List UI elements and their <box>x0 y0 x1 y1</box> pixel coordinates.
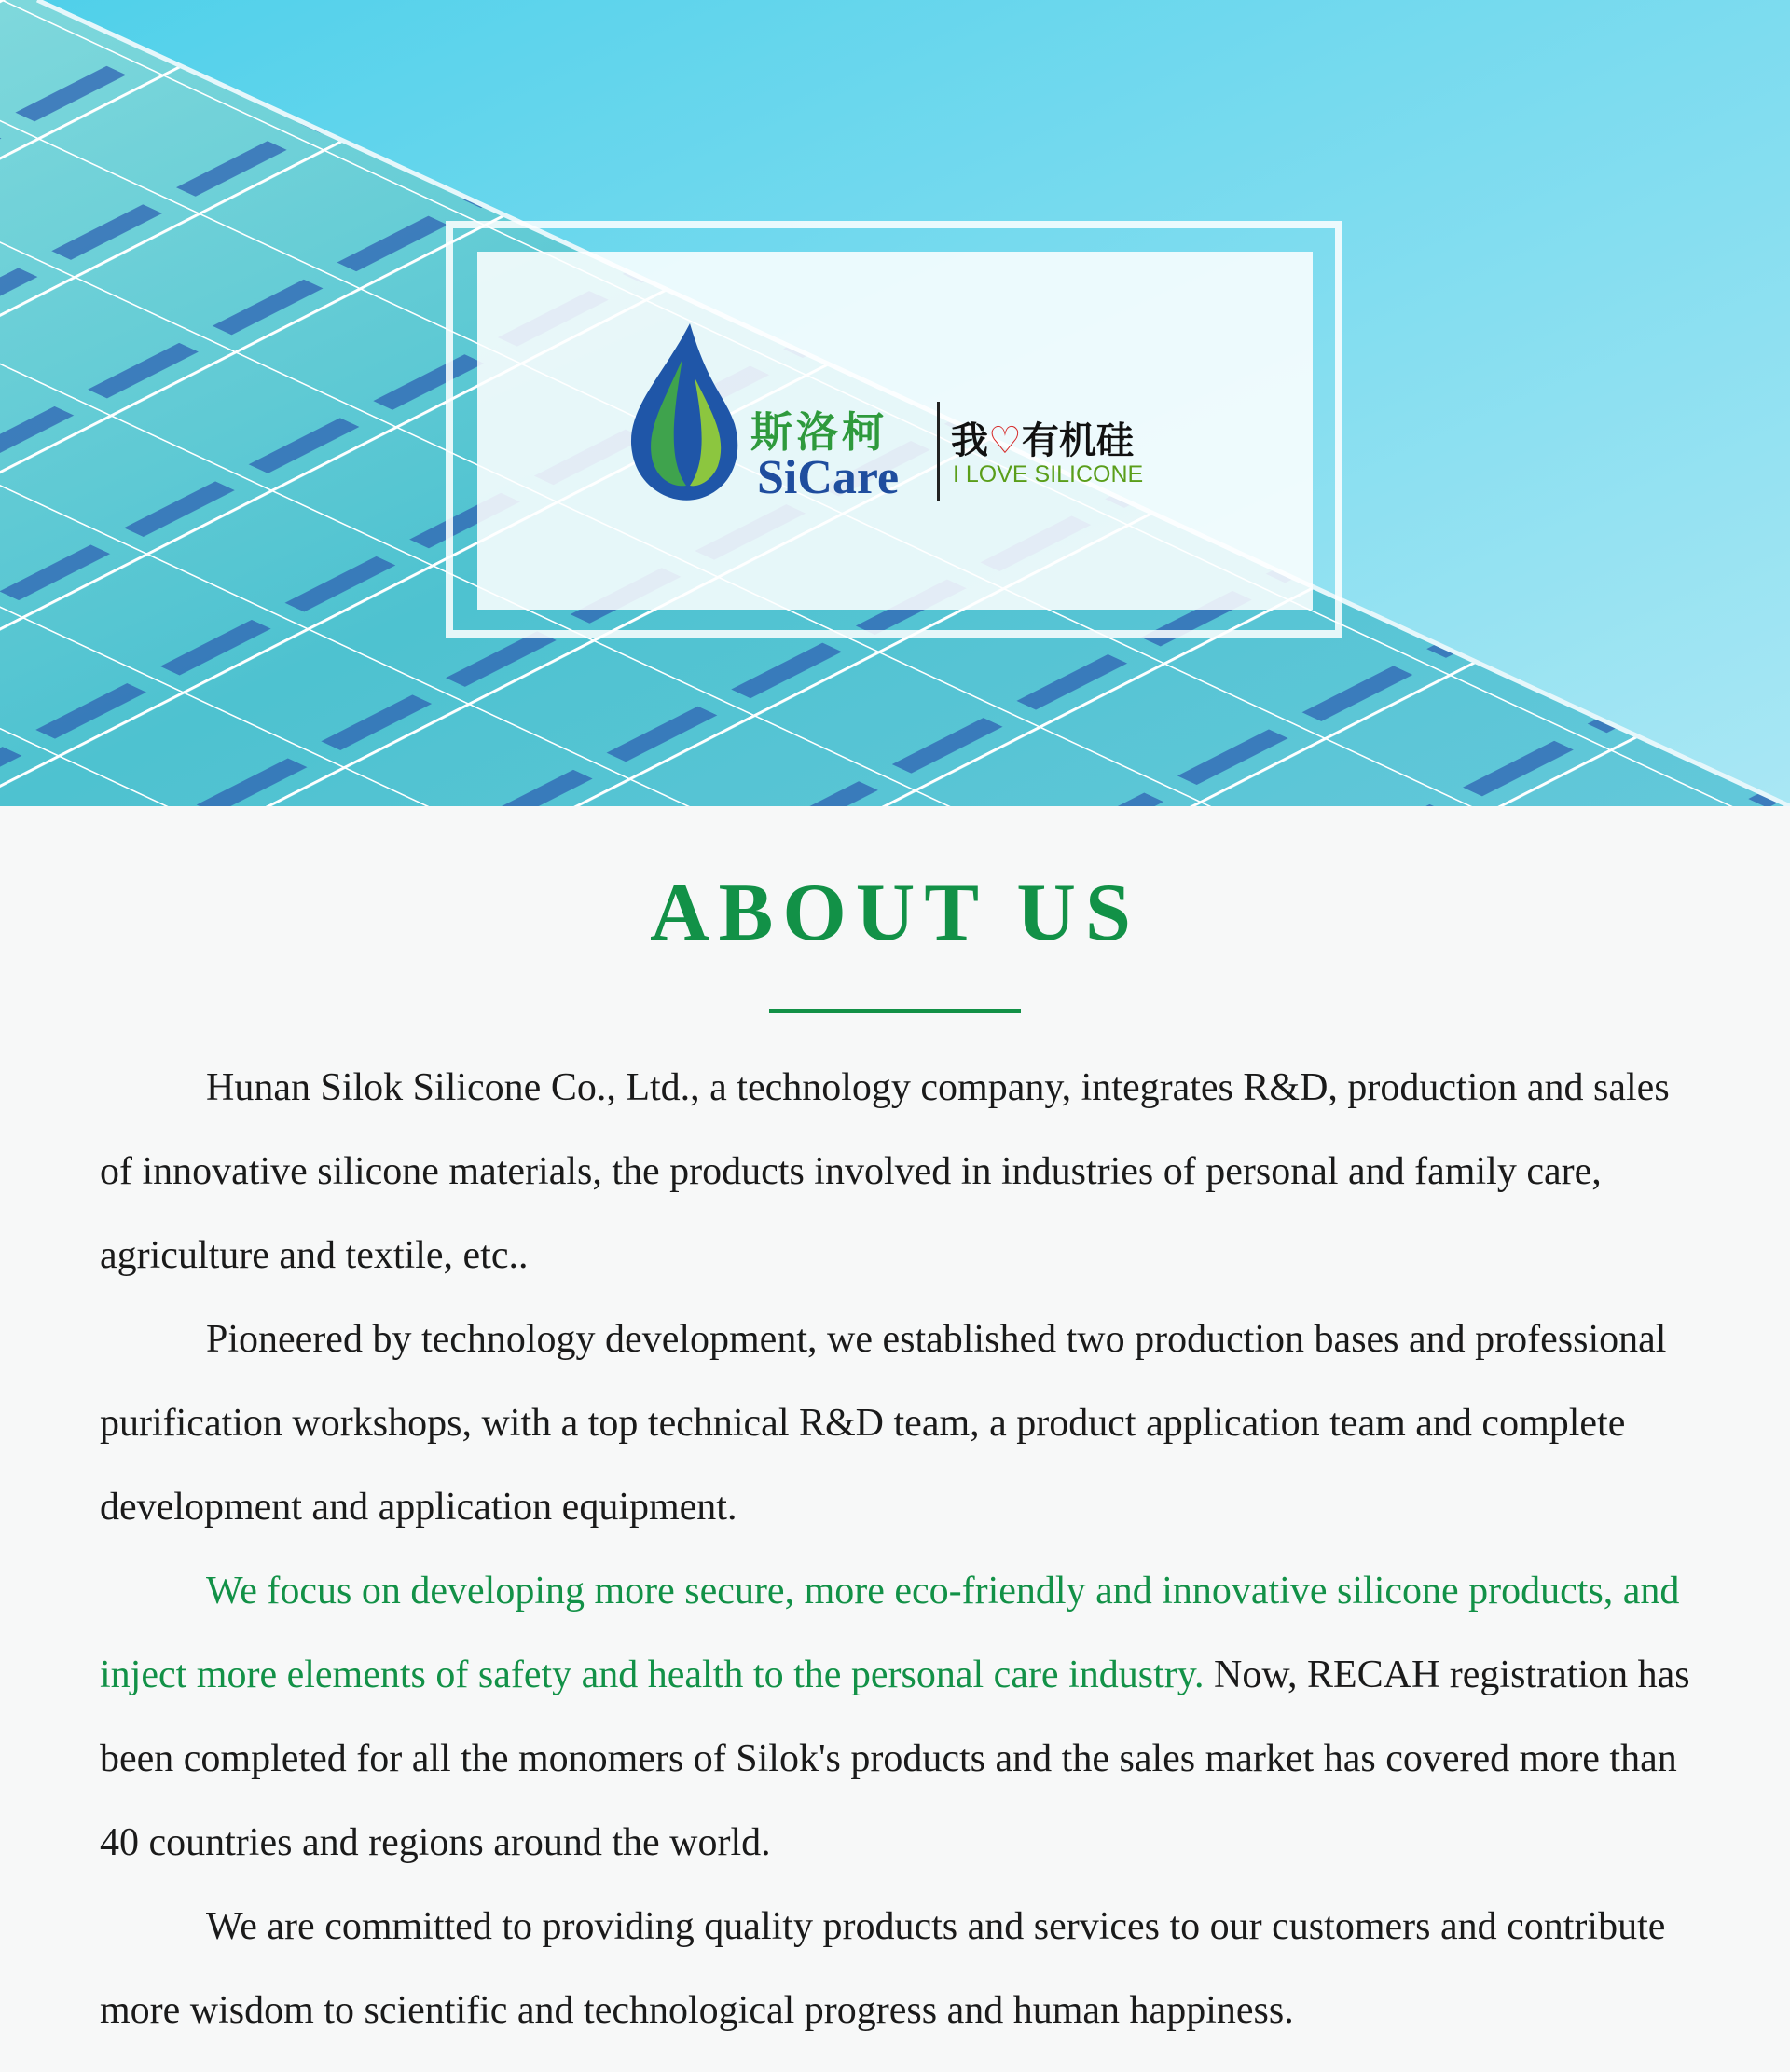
about-paragraph-1: Hunan Silok Silicone Co., Ltd., a technology company, integrates R&D, production and sales of innovative silicone materials, the products involved in industries of personal and family care, agriculture and textile, etc.. <box>100 1066 1670 1277</box>
droplet-leaf-icon <box>625 322 746 508</box>
about-content <box>100 1046 1694 2052</box>
logo-slogan-chinese <box>951 411 1134 464</box>
logo-english-name: SiCare <box>757 451 900 504</box>
slogan-cn-prefix: 我 <box>951 419 988 462</box>
heart-icon: ♡ <box>988 419 1022 462</box>
about-paragraph-2: Pioneered by technology development, we established two production bases and professional purification workshops, with a top technical R&D team, a product application team and complete development and application equipment. <box>100 1318 1667 1529</box>
company-logo <box>625 322 1184 508</box>
logo-chinese-name: 斯洛柯 <box>750 407 888 457</box>
hero-banner <box>0 0 1790 806</box>
about-paragraph-3-highlight: We focus on developing more secure, more eco-friendly and innovative silicone products, and inject more elements of safety and health to the personal care industry. <box>100 1570 1680 1696</box>
slogan-cn-suffix: 有机硅 <box>1021 419 1134 462</box>
about-paragraph-3 <box>100 1549 1694 1885</box>
logo-slogan-english: I LOVE SILICONE <box>953 461 1144 487</box>
about-paragraph-4: We are committed to providing quality products and services to our customers and contribute more wisdom to scientific and technological progress and human happiness. <box>100 1905 1666 2032</box>
about-paragraph-3-rest: Now, RECAH registration has been completed for all the monomers of Silok's products and the sales market has covered more than 40 countries and regions around the world. <box>100 1653 1690 1864</box>
logo-divider <box>937 402 940 501</box>
about-us-title: ABOUT US <box>650 868 1140 958</box>
title-underline <box>769 1009 1021 1013</box>
